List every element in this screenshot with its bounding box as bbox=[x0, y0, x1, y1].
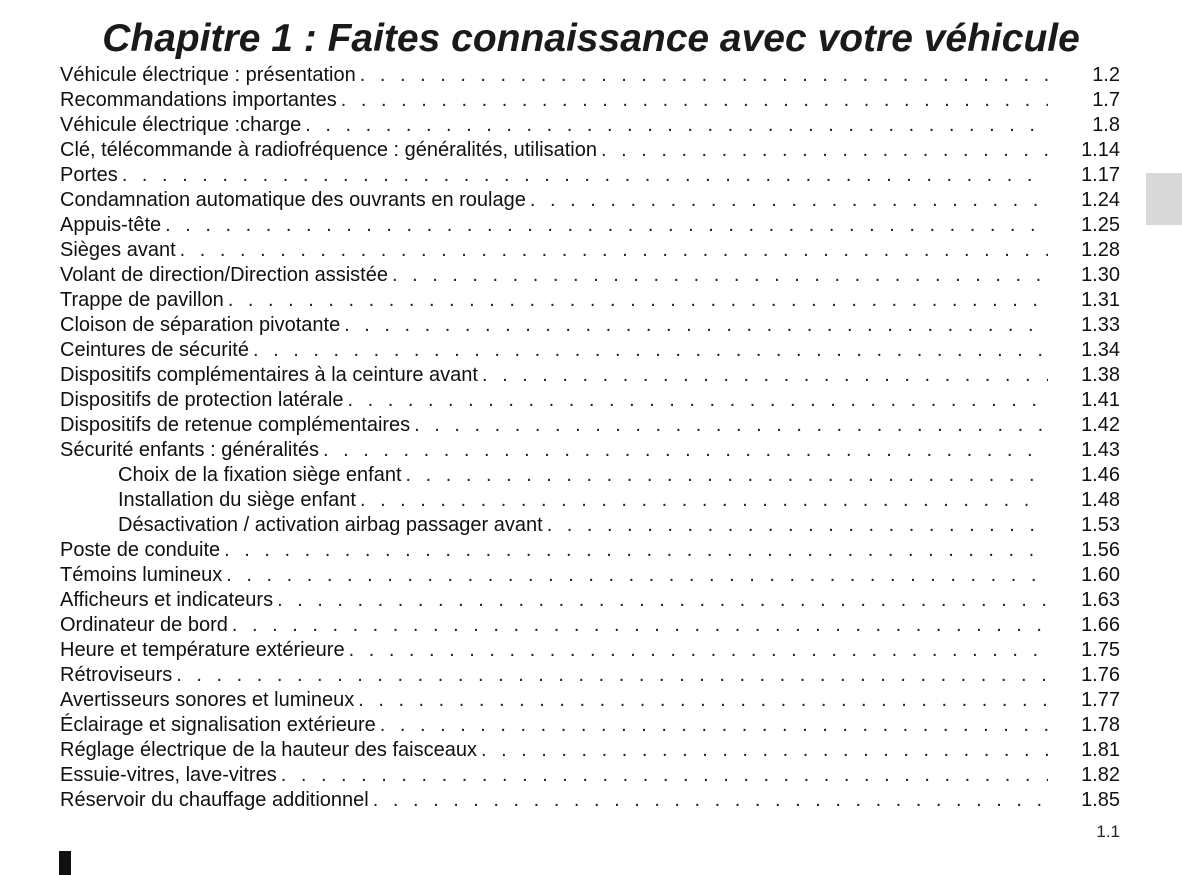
dot-leader bbox=[122, 163, 1048, 188]
toc-entry-label: Recommandations importantes bbox=[60, 89, 337, 111]
toc-entry-page: 1.42 bbox=[1081, 414, 1120, 436]
dot-leader bbox=[176, 663, 1048, 688]
dot-leader bbox=[281, 763, 1048, 788]
chapter-tab-marker bbox=[1146, 173, 1182, 225]
toc-entry-label: Dispositifs complémentaires à la ceinture avant bbox=[60, 364, 478, 386]
toc-entry-label: Témoins lumineux bbox=[60, 564, 223, 586]
corner-mark bbox=[59, 851, 71, 875]
toc-entry[interactable] bbox=[60, 613, 1120, 638]
toc-entry-label: Réservoir du chauffage additionnel bbox=[60, 789, 369, 811]
toc-entry-page: 1.66 bbox=[1081, 614, 1120, 636]
toc-entry[interactable] bbox=[60, 663, 1120, 688]
toc-entry[interactable] bbox=[60, 338, 1120, 363]
toc-entry-label: Cloison de séparation pivotante bbox=[60, 314, 341, 336]
toc-entry[interactable] bbox=[60, 213, 1120, 238]
table-of-contents bbox=[60, 63, 1120, 813]
toc-entry[interactable] bbox=[60, 313, 1120, 338]
toc-entry-label: Condamnation automatique des ouvrants en roulage bbox=[60, 189, 526, 211]
dot-leader bbox=[180, 238, 1048, 263]
dot-leader bbox=[406, 463, 1034, 488]
toc-entry[interactable] bbox=[60, 413, 1120, 438]
dot-leader bbox=[344, 313, 1048, 338]
toc-entry-label: Ordinateur de bord bbox=[60, 614, 228, 636]
page-number: 1.1 bbox=[1096, 822, 1120, 841]
toc-entry[interactable] bbox=[60, 488, 1120, 513]
toc-entry[interactable] bbox=[60, 163, 1120, 188]
toc-entry-page: 1.33 bbox=[1081, 314, 1120, 336]
toc-entry-label: Portes bbox=[60, 164, 118, 186]
toc-entry[interactable] bbox=[60, 538, 1120, 563]
dot-leader bbox=[341, 88, 1048, 113]
toc-entry[interactable] bbox=[60, 513, 1120, 538]
toc-entry[interactable] bbox=[60, 63, 1120, 88]
toc-entry-page: 1.34 bbox=[1081, 339, 1120, 361]
toc-entry[interactable] bbox=[60, 463, 1120, 488]
toc-entry-page: 1.25 bbox=[1081, 214, 1120, 236]
toc-entry[interactable] bbox=[60, 438, 1120, 463]
toc-entry-page: 1.30 bbox=[1081, 264, 1120, 286]
toc-entry[interactable] bbox=[60, 288, 1120, 313]
dot-leader bbox=[277, 588, 1048, 613]
toc-entry-label: Dispositifs de protection latérale bbox=[60, 389, 344, 411]
toc-entry-page: 1.38 bbox=[1081, 364, 1120, 386]
toc-entry[interactable] bbox=[60, 388, 1120, 413]
toc-entry-label: Poste de conduite bbox=[60, 539, 221, 561]
toc-entry-label: Sièges avant bbox=[60, 239, 176, 261]
toc-entry-page: 1.28 bbox=[1081, 239, 1120, 261]
toc-entry[interactable] bbox=[60, 688, 1120, 713]
toc-entry-label: Avertisseurs sonores et lumineux bbox=[60, 689, 355, 711]
dot-leader bbox=[224, 538, 1048, 563]
dot-leader bbox=[226, 563, 1048, 588]
toc-entry[interactable] bbox=[60, 738, 1120, 763]
toc-entry-page: 1.2 bbox=[1092, 64, 1120, 86]
toc-entry-label: Afficheurs et indicateurs bbox=[60, 589, 274, 611]
toc-entry-page: 1.56 bbox=[1081, 539, 1120, 561]
toc-entry-label: Dispositifs de retenue complémentaires bbox=[60, 414, 411, 436]
toc-entry[interactable] bbox=[60, 263, 1120, 288]
dot-leader bbox=[228, 288, 1048, 313]
toc-entry-label: Éclairage et signalisation extérieure bbox=[60, 714, 376, 736]
toc-entry[interactable] bbox=[60, 713, 1120, 738]
chapter-title: Chapitre 1 : Faites connaissance avec votre véhicule bbox=[102, 17, 1080, 60]
dot-leader bbox=[360, 488, 1034, 513]
toc-entry-page: 1.76 bbox=[1081, 664, 1120, 686]
toc-entry-page: 1.46 bbox=[1081, 464, 1120, 486]
dot-leader bbox=[601, 138, 1048, 163]
toc-entry-page: 1.82 bbox=[1081, 764, 1120, 786]
toc-entry-page: 1.77 bbox=[1081, 689, 1120, 711]
toc-entry-label: Véhicule électrique :charge bbox=[60, 114, 302, 136]
dot-leader bbox=[547, 513, 1034, 538]
dot-leader bbox=[360, 63, 1048, 88]
toc-entry[interactable] bbox=[60, 363, 1120, 388]
toc-entry-label: Rétroviseurs bbox=[60, 664, 173, 686]
dot-leader bbox=[349, 638, 1048, 663]
toc-entry-label: Appuis-tête bbox=[60, 214, 162, 236]
toc-entry-page: 1.7 bbox=[1092, 89, 1120, 111]
toc-entry-label: Ceintures de sécurité bbox=[60, 339, 249, 361]
toc-entry-label: Heure et température extérieure bbox=[60, 639, 345, 661]
toc-entry-page: 1.8 bbox=[1092, 114, 1120, 136]
toc-entry-page: 1.41 bbox=[1081, 389, 1120, 411]
dot-leader bbox=[358, 688, 1048, 713]
dot-leader bbox=[373, 788, 1048, 813]
toc-entry-page: 1.31 bbox=[1081, 289, 1120, 311]
toc-entry-label: Sécurité enfants : généralités bbox=[60, 439, 320, 461]
toc-entry[interactable] bbox=[60, 563, 1120, 588]
toc-entry[interactable] bbox=[60, 763, 1120, 788]
dot-leader bbox=[323, 438, 1048, 463]
dot-leader bbox=[481, 738, 1048, 763]
toc-entry-page: 1.60 bbox=[1081, 564, 1120, 586]
dot-leader bbox=[482, 363, 1048, 388]
toc-entry-page: 1.43 bbox=[1081, 439, 1120, 461]
toc-entry-page: 1.78 bbox=[1081, 714, 1120, 736]
toc-entry[interactable] bbox=[60, 88, 1120, 113]
toc-entry-label: Véhicule électrique : présentation bbox=[60, 64, 356, 86]
dot-leader bbox=[305, 113, 1048, 138]
toc-entry-label: Clé, télécommande à radiofréquence : généralités, utilisation bbox=[60, 139, 597, 161]
toc-entry-label: Désactivation / activation airbag passager avant bbox=[118, 514, 543, 536]
toc-entry-page: 1.17 bbox=[1081, 164, 1120, 186]
toc-entry-label: Réglage électrique de la hauteur des faisceaux bbox=[60, 739, 477, 761]
toc-entry-page: 1.81 bbox=[1081, 739, 1120, 761]
toc-entry-page: 1.53 bbox=[1081, 514, 1120, 536]
dot-leader bbox=[347, 388, 1048, 413]
dot-leader bbox=[232, 613, 1048, 638]
toc-entry[interactable] bbox=[60, 188, 1120, 213]
toc-entry-page: 1.85 bbox=[1081, 789, 1120, 811]
toc-entry-label: Trappe de pavillon bbox=[60, 289, 224, 311]
dot-leader bbox=[165, 213, 1048, 238]
toc-entry[interactable] bbox=[60, 238, 1120, 263]
toc-entry-page: 1.14 bbox=[1081, 139, 1120, 161]
toc-entry-page: 1.24 bbox=[1081, 189, 1120, 211]
toc-entry[interactable] bbox=[60, 113, 1120, 138]
toc-entry-page: 1.63 bbox=[1081, 589, 1120, 611]
toc-entry[interactable] bbox=[60, 138, 1120, 163]
dot-leader bbox=[530, 188, 1048, 213]
dot-leader bbox=[380, 713, 1048, 738]
toc-entry-label: Choix de la fixation siège enfant bbox=[118, 464, 402, 486]
toc-entry[interactable] bbox=[60, 638, 1120, 663]
toc-entry-label: Installation du siège enfant bbox=[118, 489, 356, 511]
toc-entry[interactable] bbox=[60, 788, 1120, 813]
toc-entry-label: Essuie-vitres, lave-vitres bbox=[60, 764, 277, 786]
dot-leader bbox=[253, 338, 1048, 363]
toc-entry-page: 1.75 bbox=[1081, 639, 1120, 661]
dot-leader bbox=[392, 263, 1048, 288]
dot-leader bbox=[414, 413, 1048, 438]
toc-entry[interactable] bbox=[60, 588, 1120, 613]
toc-entry-label: Volant de direction/Direction assistée bbox=[60, 264, 388, 286]
toc-entry-page: 1.48 bbox=[1081, 489, 1120, 511]
